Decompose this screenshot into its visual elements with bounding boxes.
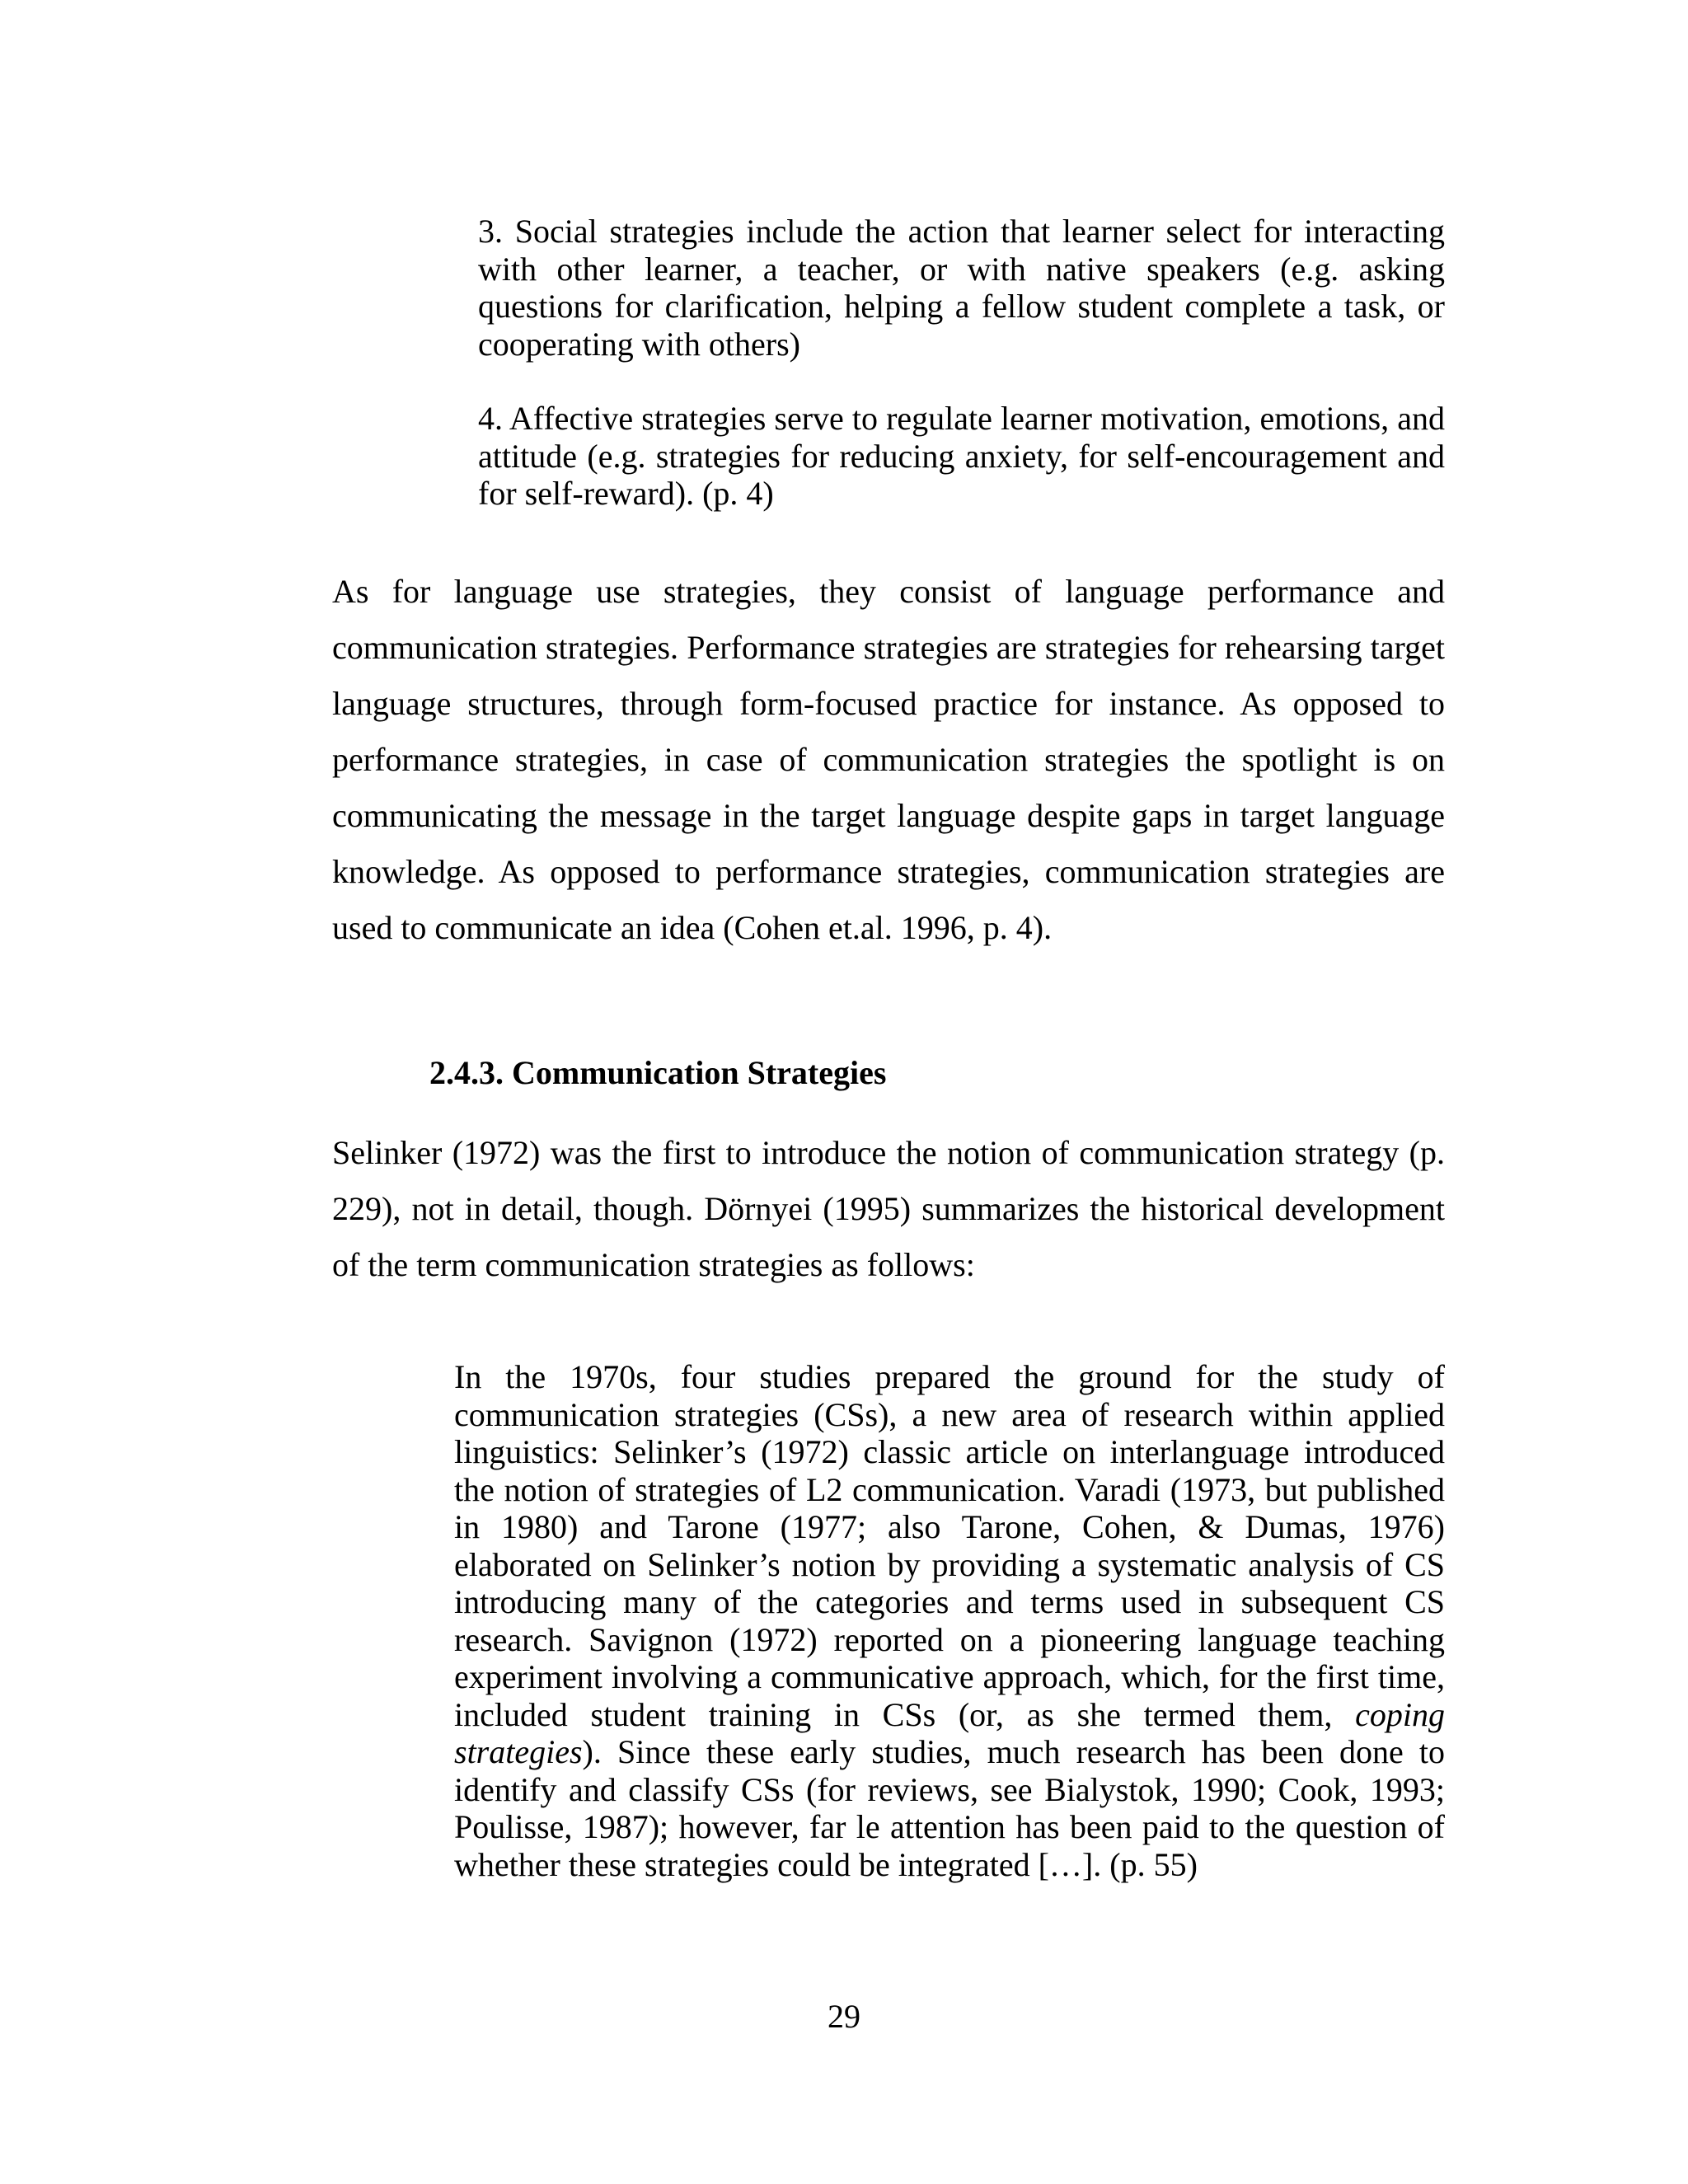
quote-item-affective-strategies: 4. Affective strategies serve to regulate learner motivation, emotions, and attitude (e.g. strategies for reducing anxiety, for self-encouragement and for self-reward). (p. 4) (478, 400, 1445, 512)
block-quote-text-end: ). Since these early studies, much research has been done to identify and classify CSs (for reviews, see Bialystok, 1990; Cook, 1993; Poulisse, 1987); however, far le attention has been paid to the question of whether these strategies could be integrated […]. (p. 55) (454, 1733, 1445, 1883)
body-paragraph-language-use: As for language use strategies, they consist of language performance and communication strategies. Performance strategies are strategies for rehearsing target language structures, through form-focused practice for instance. As opposed to performance strategies, in case of communication strategies the spotlight is on communicating the message in the target language despite gaps in target language knowledge. As opposed to performance strategies, communication strategies are used to communicate an idea (Cohen et.al. 1996, p. 4). (332, 573, 1445, 946)
block-quote-text-start: In the 1970s, four studies prepared the ground for the study of communication strategies (CSs), a new area of research within applied linguistics: Selinker’s (1972) classic article on interlanguage introduced the notion of strategies of L2 communication. Varadi (1973, but published in 1980) and Tarone (1977; also Tarone, Cohen, & Dumas, 1976) elaborated on Selinker’s notion by providing a systematic analysis of CS introducing many of the categories and terms used in subsequent CS research. Savignon (1972) reported on a pioneering language teaching experiment involving a communicative approach, which, for the first time, included student training in CSs (or, as she termed them, (454, 1358, 1445, 1733)
quote-item-social-strategies: 3. Social strategies include the action that learner select for interacting with other learner, a teacher, or with native speakers (e.g. asking questions for clarification, helping a fellow student complete a task, or cooperating with others) (478, 213, 1445, 363)
page-number: 29 (828, 1998, 860, 2035)
block-quote-italic-term: coping strategies (454, 1695, 1445, 1770)
section-heading: 2.4.3. Communication Strategies (429, 1054, 887, 1091)
block-quote-dornyei (454, 1358, 1445, 1883)
body-paragraph-selinker: Selinker (1972) was the first to introduce the notion of communication strategy (p. 229), not in detail, though. Dörnyei (1995) summarizes the historical development of the term communication strategies as follows: (332, 1134, 1445, 1283)
